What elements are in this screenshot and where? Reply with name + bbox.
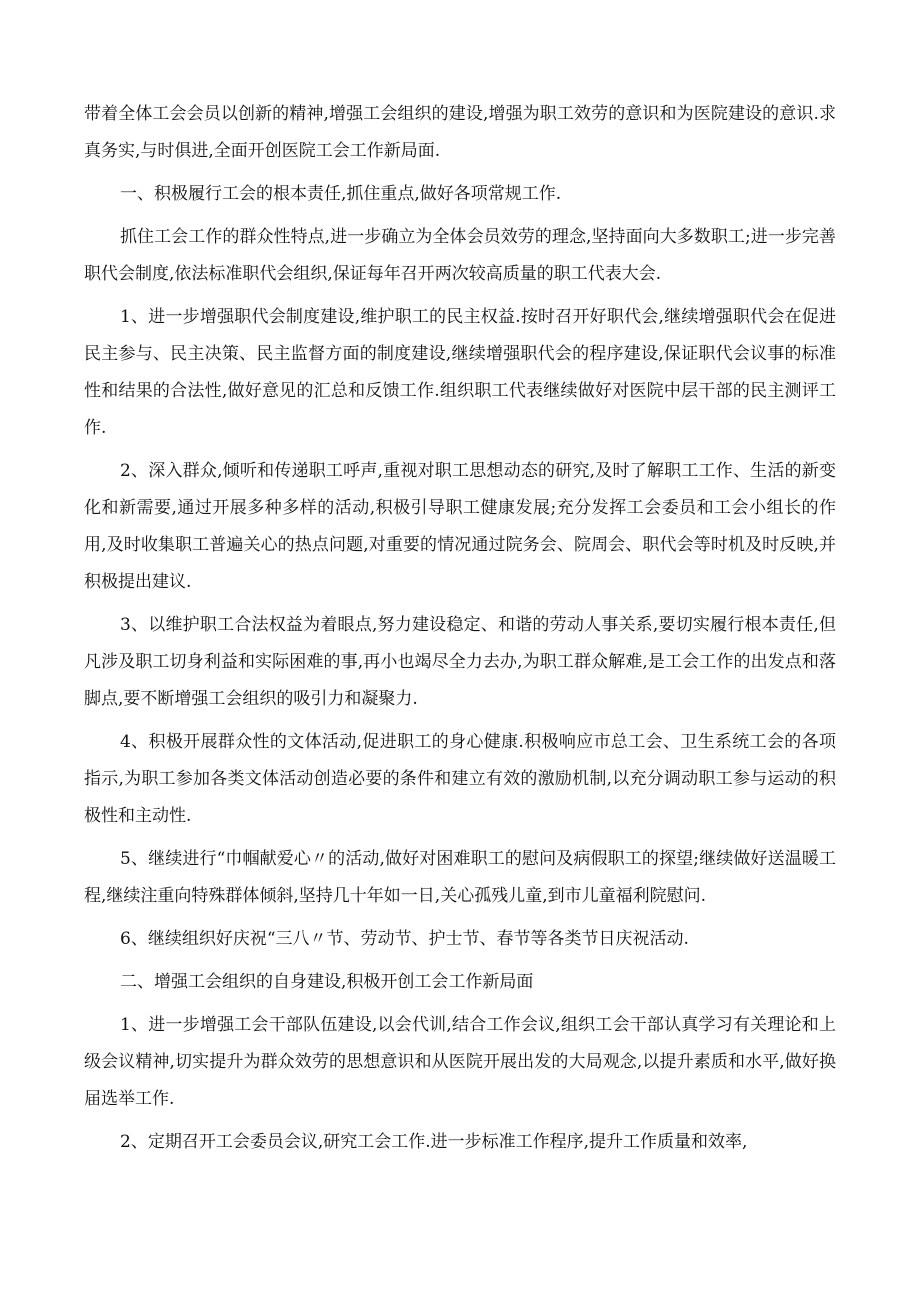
list-item-6-holiday-celebrations: 6、继续组织好庆祝“三八〃节、劳动节、护士节、春节等各类节日庆祝活动. [120, 929, 689, 949]
list-item-1-cadre-training: 1、进一步增强工会干部队伍建设,以会代训,结合工作会议,组织工会干部认真学习有关理论和上级会议精神,切实提升为群众效劳的思想意识和从医院开展出发的大局观念,以提升素质和水平,做好换届选举工作. [84, 1015, 836, 1109]
list-item-2-listen-to-workers: 2、深入群众,倾听和传递职工呼声,重视对职工思想动态的研究,及时了解职工工作、生活的新变化和新需要,通过开展多种多样的活动,积极引导职工健康发展;充分发挥工会委员和工会小组长的作用,及时收集职工普遍关心的热点问题,对重要的情况通过院务会、院周会、职代会等时机及时反映,并积极提出建议. [84, 461, 836, 592]
paragraph-section-one-overview: 抓住工会工作的群众性特点,进一步确立为全体会员效劳的理念,坚持面向大多数职工;进一步完善职代会制度,依法标准职代会组织,保证每年召开两次较高质量的职工代表大会. [84, 227, 836, 284]
list-item-2-committee-meetings: 2、定期召开工会委员会议,研究工会工作.进一步标准工作程序,提升工作质量和效率, [120, 1132, 748, 1152]
section-heading-two: 二、增强工会组织的自身建设,积极开创工会工作新局面 [120, 972, 534, 992]
list-item-4-cultural-sports: 4、积极开展群众性的文体活动,促进职工的身心健康.积极响应市总工会、卫生系统工会的各项指示,为职工参加各类文体活动创造必要的条件和建立有效的激励机制,以充分调动职工参与运动的积极性和主动性. [84, 732, 836, 826]
list-item-1-workers-congress: 1、进一步增强职代会制度建设,维护职工的民主权益.按时召开好职代会,继续增强职代会在促进民主参与、民主决策、民主监督方面的制度建设,继续增强职代会的程序建设,保证职代会议事的标准性和结果的合法性,做好意见的汇总和反馈工作.组织职工代表继续做好对医院中层干部的民主测评工作. [84, 307, 836, 438]
list-item-5-charity-activities: 5、继续进行“巾帼献爱心〃的活动,做好对困难职工的慰问及病假职工的探望;继续做好送温暖工程,继续注重向特殊群体倾斜,坚持几十年如一日,关心孤残儿童,到市儿童福利院慰问. [84, 849, 836, 906]
list-item-3-labor-relations: 3、以维护职工合法权益为着眼点,努力建设稳定、和谐的劳动人事关系,要切实履行根本责任,但凡涉及职工切身利益和实际困难的事,再小也竭尽全力去办,为职工群众解难,是工会工作的出发点和落脚点,要不断增强工会组织的吸引力和凝聚力. [84, 615, 836, 709]
section-heading-one: 一、积极履行工会的根本责任,抓住重点,做好各项常规工作. [120, 184, 562, 204]
paragraph-intro-continuation: 带着全体工会会员以创新的精神,增强工会组织的建设,增强为职工效劳的意识和为医院建设的意识.求真务实,与时俱进,全面开创医院工会工作新局面. [84, 104, 836, 161]
document-body [84, 96, 836, 1167]
